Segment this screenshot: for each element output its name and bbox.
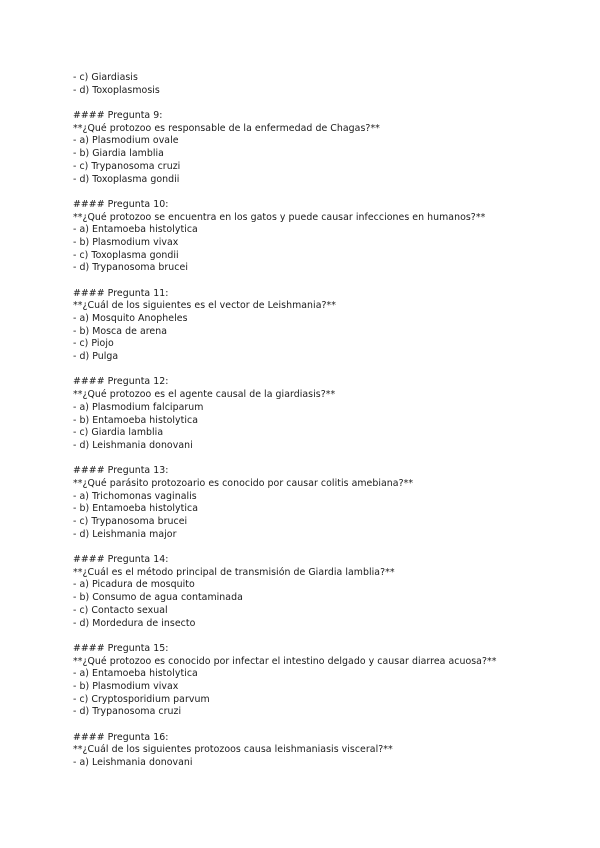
question-text: **¿Qué protozoo se encuentra en los gatos y puede causar infecciones en humanos?** — [73, 211, 486, 223]
option-line: - a) Entamoeba histolytica — [73, 668, 198, 680]
option-line: - d) Toxoplasma gondii — [73, 173, 180, 185]
question-block — [73, 732, 573, 770]
option-line: - a) Leishmania donovani — [73, 757, 193, 769]
option-line: - d) Leishmania donovani — [73, 439, 193, 451]
option-line: - a) Plasmodium falciparum — [73, 401, 204, 413]
option-line: - a) Plasmodium ovale — [73, 135, 179, 147]
option-line: - b) Consumo de agua contaminada — [73, 592, 243, 604]
option-line: - c) Giardiasis — [73, 72, 138, 83]
option-line: - a) Trichomonas vaginalis — [73, 490, 197, 502]
option-line: - b) Giardia lamblia — [73, 148, 164, 160]
option-line: - d) Leishmania major — [73, 528, 177, 540]
question-block — [73, 554, 573, 630]
question-text: **¿Qué protozoo es responsable de la enfermedad de Chagas?** — [73, 122, 380, 134]
question-block — [73, 376, 573, 452]
option-line: - a) Picadura de mosquito — [73, 579, 195, 591]
option-line: - a) Entamoeba histolytica — [73, 224, 198, 236]
option-line: - c) Trypanosoma brucei — [73, 516, 188, 528]
option-line: - b) Plasmodium vivax — [73, 680, 179, 692]
question-heading: #### Pregunta 10: — [73, 198, 169, 210]
option-line: - c) Cryptosporidium parvum — [73, 693, 210, 705]
question-text: **¿Qué protozoo es conocido por infectar el intestino delgado y causar diarrea acuosa?** — [73, 655, 497, 667]
lead-options-block — [73, 72, 573, 97]
option-line: - b) Entamoeba histolytica — [73, 503, 199, 515]
option-line: - b) Plasmodium vivax — [73, 236, 179, 248]
question-block — [73, 288, 573, 364]
question-heading: #### Pregunta 12: — [73, 376, 169, 388]
question-heading: #### Pregunta 11: — [73, 287, 169, 299]
option-line: - c) Piojo — [73, 338, 114, 350]
question-heading: #### Pregunta 13: — [73, 465, 169, 477]
question-text: **¿Cuál de los siguientes es el vector de Leishmania?** — [73, 300, 337, 312]
question-heading: #### Pregunta 16: — [73, 731, 169, 743]
question-text: **¿Qué protozoo es el agente causal de la giardiasis?** — [73, 389, 336, 401]
option-line: - a) Mosquito Anopheles — [73, 313, 188, 325]
option-line: - d) Trypanosoma cruzi — [73, 706, 182, 718]
option-line: - d) Mordedura de insecto — [73, 617, 196, 629]
document-content — [73, 72, 573, 770]
question-block — [73, 110, 573, 186]
question-text: **¿Qué parásito protozoario es conocido por causar colitis amebiana?** — [73, 477, 414, 489]
option-line: - d) Toxoplasmosis — [73, 84, 160, 96]
question-block — [73, 199, 573, 275]
question-block — [73, 465, 573, 541]
option-line: - c) Giardia lamblia — [73, 427, 164, 439]
question-heading: #### Pregunta 15: — [73, 642, 169, 654]
option-line: - d) Pulga — [73, 351, 119, 363]
question-text: **¿Cuál es el método principal de transmisión de Giardia lamblia?** — [73, 566, 395, 578]
option-line: - c) Toxoplasma gondii — [73, 249, 179, 261]
option-line: - c) Contacto sexual — [73, 604, 168, 616]
option-line: - d) Trypanosoma brucei — [73, 262, 188, 274]
question-text: **¿Cuál de los siguientes protozoos causa leishmaniasis visceral?** — [73, 744, 393, 756]
question-heading: #### Pregunta 14: — [73, 554, 169, 566]
option-line: - c) Trypanosoma cruzi — [73, 160, 181, 172]
option-line: - b) Entamoeba histolytica — [73, 414, 199, 426]
question-heading: #### Pregunta 9: — [73, 110, 163, 121]
option-line: - b) Mosca de arena — [73, 325, 168, 337]
question-block — [73, 643, 573, 719]
